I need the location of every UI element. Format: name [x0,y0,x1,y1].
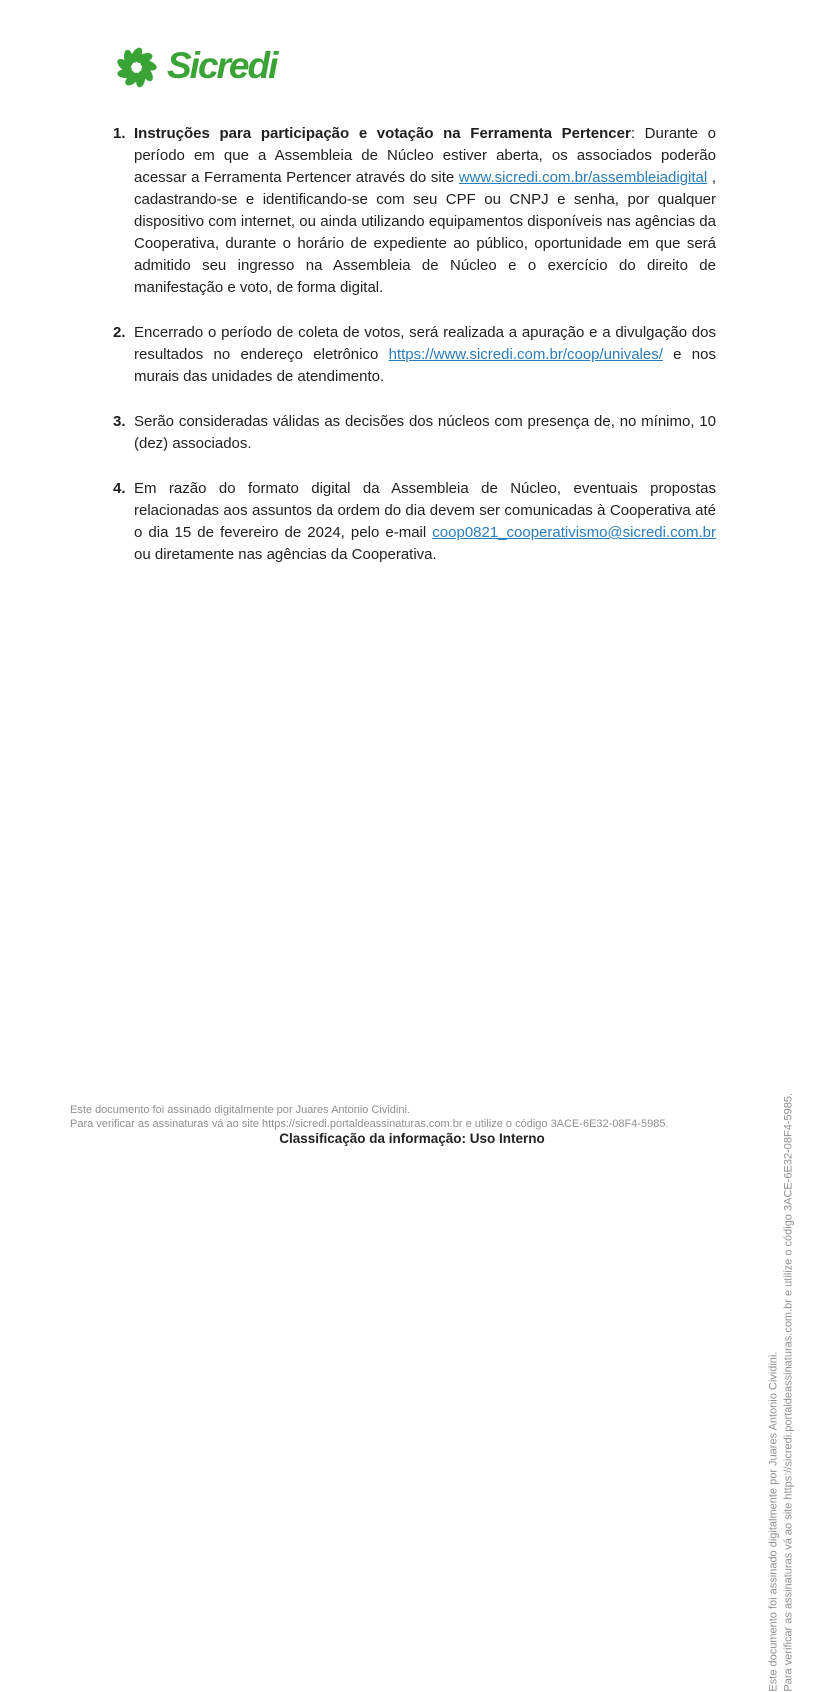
item-body-text: , cadastrando-se e identificando-se com seu CPF ou CNPJ e senha, por qualquer dispositivo com internet, ou ainda utilizando equipamentos disponíveis nas agências da Cooperativa, durante o horário de expediente ao público, oportunidade em que será admitido seu ingresso na Assembleia de Núcleo e o exercício do direito de manifestação e voto, de forma digital. [134,169,716,296]
item-number: 1. [113,125,126,142]
footer-signature-line-1: Este documento foi assinado digitalmente por Juares Antonio Cividini. [70,1104,410,1116]
item-heading: Instruções para participação e votação na Ferramenta Pertencer [134,125,631,142]
item-text [134,411,716,455]
brand-wordmark: Sicredi [167,45,277,86]
footer-signature-line-2: Para verificar as assinaturas vá ao site https://sicredi.portaldeassinaturas.com.br e utilize o código 3ACE-6E32-08F4-5985. [70,1117,669,1130]
item-number: 2. [113,324,126,341]
signature-line-2: Para verificar as assinaturas vá ao site https://sicredi.portaldeassinaturas.com.br e utilize o código 3ACE-6E32-08F4-5985. [782,1093,795,1692]
digital-signature-strip [767,1093,796,1692]
item-text [134,322,716,388]
item-text [134,123,716,299]
inline-link[interactable]: www.sicredi.com.br/assembleiadigital [458,169,708,186]
sicredi-pinwheel-icon [113,44,160,91]
item-text [134,478,716,566]
item-body-text: : Durante o período em que a Assembleia de Núcleo estiver aberta, os associados poderão acessar a Ferramenta Pertencer através do site [134,125,716,186]
item-body-text: ou diretamente nas agências da Cooperativa. [134,546,437,563]
item-body-text: Serão consideradas válidas as decisões dos núcleos com presença de, no mínimo, 10 (dez) associados. [134,413,716,452]
item-body-text: e nos murais das unidades de atendimento. [134,346,716,385]
list-item [113,478,716,566]
item-body-text: Encerrado o período de coleta de votos, será realizada a apuração e a divulgação dos resultados no endereço eletrônico [134,324,716,363]
item-number: 3. [113,413,126,430]
item-number: 4. [113,480,126,497]
list-item [113,123,716,299]
brand-logo [113,44,276,91]
signature-line-1: Este documento foi assinado digitalmente por Juares Antonio Cividini. [768,1351,780,1692]
item-body-text: Em razão do formato digital da Assembleia de Núcleo, eventuais propostas relacionadas aos assuntos da ordem do dia devem ser comunicadas à Cooperativa até o dia 15 de fevereiro de 2024, pelo e-mail [134,480,716,541]
inline-link[interactable]: coop0821_cooperativismo@sicredi.com.br [432,524,716,541]
list-item [113,411,716,455]
inline-link[interactable]: https://www.sicredi.com.br/coop/univales/ [388,346,663,363]
list-item [113,322,716,388]
instruction-list [113,123,716,589]
page-footer [0,1104,824,1147]
classification-label: Classificação da informação: Uso Interno [279,1131,545,1146]
